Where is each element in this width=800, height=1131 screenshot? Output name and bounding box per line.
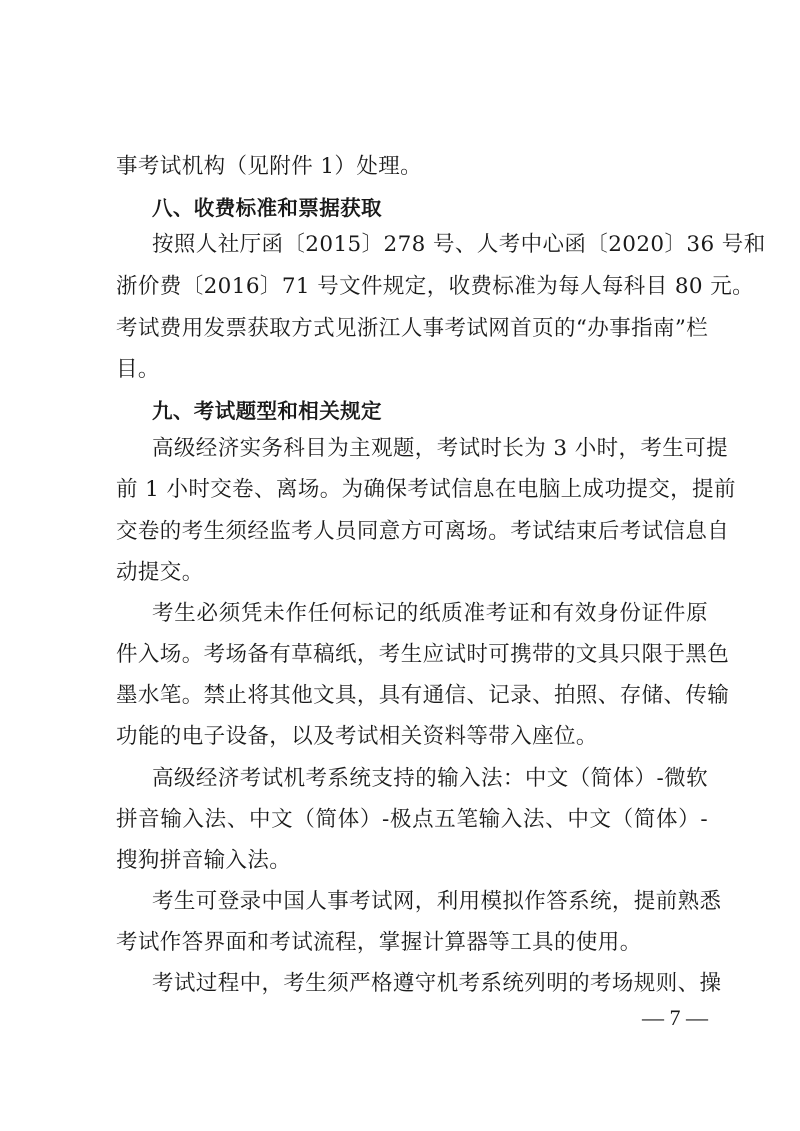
paragraph-line: 考试过程中，考生须严格遵守机考系统列明的考场规则、操 [152, 971, 722, 996]
paragraph-line: 考试费用发票获取方式见浙江人事考试网首页的“办事指南”栏 [116, 316, 709, 341]
paragraph-line: 交卷的考生须经监考人员同意方可离场。考试结束后考试信息自 [116, 519, 730, 544]
paragraph-line: 前 1 小时交卷、离场。为确保考试信息在电脑上成功提交，提前 [116, 477, 736, 502]
paragraph-line: 动提交。 [116, 560, 204, 585]
paragraph-line: 拼音输入法、中文（简体）-极点五笔输入法、中文（简体）- [116, 807, 708, 832]
paragraph-line: 功能的电子设备，以及考试相关资料等带入座位。 [116, 724, 598, 749]
paragraph-line: 考试作答界面和考试流程，掌握计算器等工具的使用。 [116, 930, 642, 955]
paragraph-line: 事考试机构（见附件 1）处理。 [116, 154, 423, 179]
paragraph-line: 考生可登录中国人事考试网，利用模拟作答系统，提前熟悉 [152, 889, 722, 914]
paragraph-line: 件入场。考场备有草稿纸，考生应试时可携带的文具只限于黑色 [116, 642, 730, 667]
paragraph-line: 高级经济考试机考系统支持的输入法：中文（简体）-微软 [152, 766, 708, 791]
section-heading-9: 九、考试题型和相关规定 [152, 399, 382, 423]
paragraph-line: 高级经济实务科目为主观题，考试时长为 3 小时，考生可提 [152, 436, 729, 461]
paragraph-line: 浙价费〔2016〕71 号文件规定，收费标准为每人每科目 80 元。 [116, 274, 755, 299]
paragraph-line: 考生必须凭未作任何标记的纸质准考证和有效身份证件原 [152, 601, 708, 626]
paragraph-line: 搜狗拼音输入法。 [116, 848, 292, 873]
paragraph-line: 墨水笔。禁止将其他文具，具有通信、记录、拍照、存储、传输 [116, 683, 730, 708]
section-heading-8: 八、收费标准和票据获取 [152, 196, 382, 220]
paragraph-line: 目。 [116, 357, 160, 382]
page-number: — 7 — [642, 1005, 708, 1030]
paragraph-line: 按照人社厅函〔2015〕278 号、人考中心函〔2020〕36 号和 [152, 232, 766, 257]
